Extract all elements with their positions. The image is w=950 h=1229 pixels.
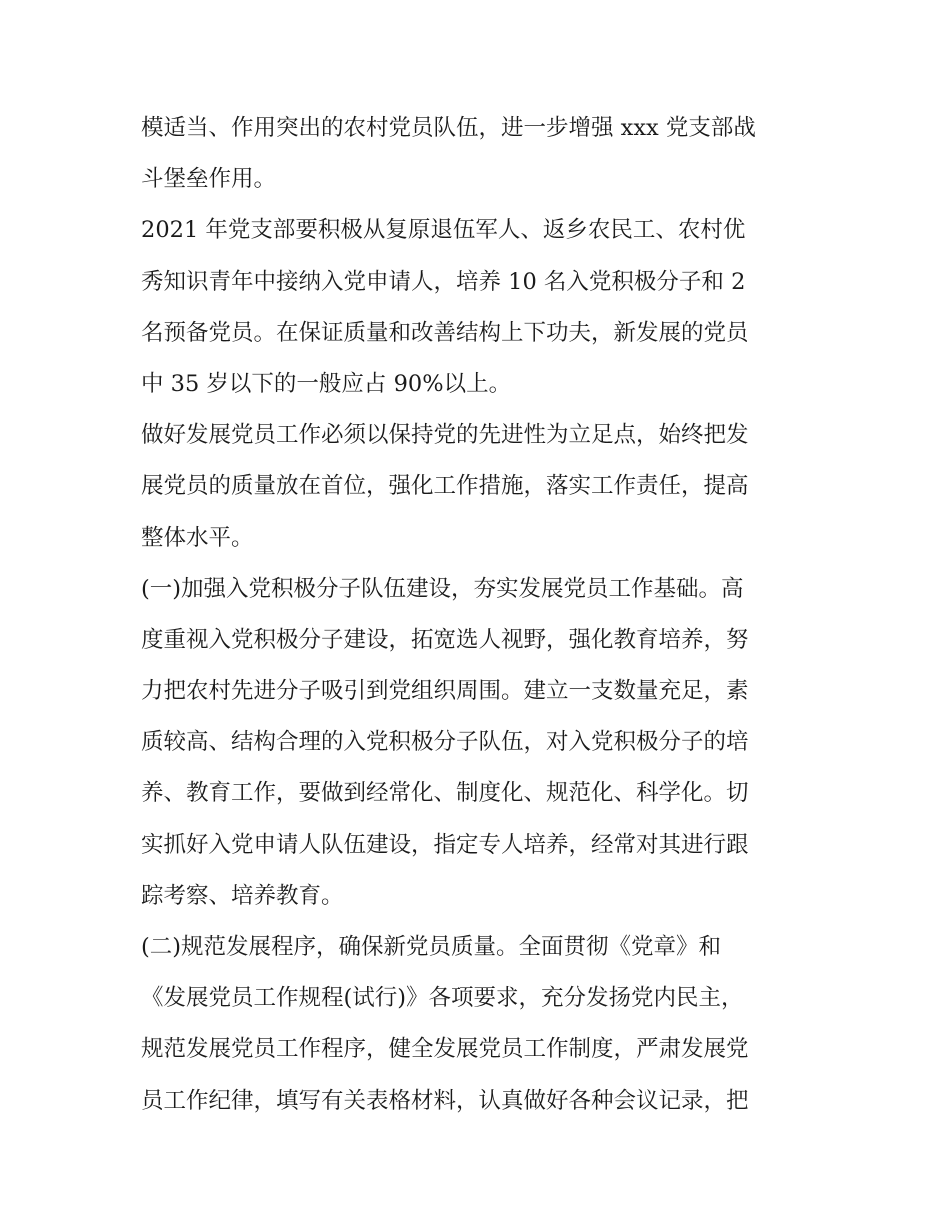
text-line: 养、教育工作，要做到经常化、制度化、规范化、科学化。切 — [141, 780, 749, 807]
text-line: 度重视入党积极分子建设，拓宽选人视野，强化教育培养，努 — [141, 626, 749, 653]
text-line: 2021 年党支部要积极从复原退伍军人、返乡农民工、农村优 — [141, 217, 746, 244]
text-line: 做好发展党员工作必须以保持党的先进性为立足点，始终把发 — [141, 422, 749, 449]
text-line: 力把农村先进分子吸引到党组织周围。建立一支数量充足，素 — [141, 678, 749, 705]
text-line: 名预备党员。在保证质量和改善结构上下功夫，新发展的党员 — [141, 319, 749, 346]
text-line: 质较高、结构合理的入党积极分子队伍，对入党积极分子的培 — [141, 729, 749, 756]
text-line: (一)加强入党积极分子队伍建设，夯实发展党员工作基础。高 — [141, 575, 744, 602]
text-line: (二)规范发展程序，确保新党员质量。全面贯彻《党章》和 — [141, 934, 722, 960]
text-line: 秀知识青年中接纳入党申请人，培养 10 名入党积极分子和 2 — [141, 268, 746, 295]
text-line: 中 35 岁以下的一般应占 90%以上。 — [141, 370, 512, 397]
text-line: 展党员的质量放在首位，强化工作措施，落实工作责任，提高 — [141, 473, 749, 500]
text-line: 员工作纪律，填写有关表格材料，认真做好各种会议记录，把 — [141, 1087, 749, 1114]
text-line: 实抓好入党申请人队伍建设，指定专人培养，经常对其进行跟 — [141, 831, 749, 858]
text-line: 踪考察、培养教育。 — [141, 882, 344, 909]
text-line: 规范发展党员工作程序，健全发展党员工作制度，严肃发展党 — [141, 1036, 749, 1063]
text-line: 模适当、作用突出的农村党员队伍，进一步增强 xxx 党支部战 — [141, 115, 756, 141]
text-line: 《发展党员工作规程(试行)》各项要求，充分发扬党内民主， — [141, 985, 744, 1012]
document-body — [141, 103, 821, 1127]
text-line: 整体水平。 — [141, 524, 254, 551]
text-line: 斗堡垒作用。 — [141, 166, 277, 193]
